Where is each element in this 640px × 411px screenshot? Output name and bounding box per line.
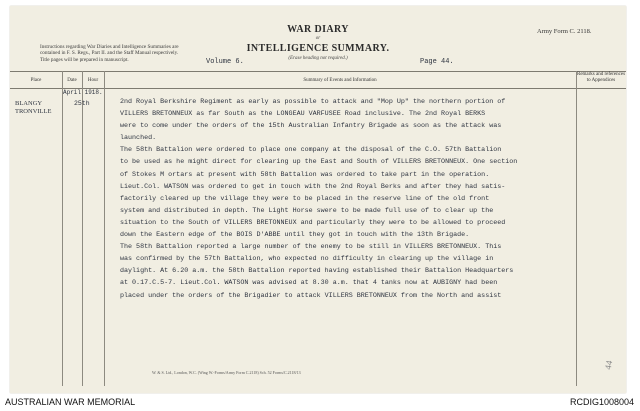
column-divider-place <box>62 71 63 386</box>
place-entry: BLANGY TRONVILLE <box>15 100 52 115</box>
army-form-ref: Army Form C. 2118. <box>537 28 592 35</box>
month-year: April 1918. <box>63 89 103 96</box>
summary-line: The 58th Battalion reported a large number of the enemy to be still in VILLERS BRETONNEUX. This <box>120 243 502 252</box>
summary-line: Lieut.Col. WATSON was ordered to get in touch with the 2nd Royal Berks and after they had satis- <box>120 182 506 191</box>
header-top-rule <box>10 71 626 72</box>
printer-imprint: W. & S. Ltd., London, W.C. (Wing W.-Forms/Army Form C.2118) Sch. 52 Forms/C.2118/13 <box>152 370 301 375</box>
summary-line: The 58th Battalion were ordered to place one company at the disposal of the C.O. 57th Battalion <box>120 146 502 155</box>
column-header-place: Place <box>30 78 42 83</box>
summary-line: daylight. At 6.20 a.m. the 58th Battalion reported having established their Battalion Headquarters <box>120 267 514 276</box>
volume-number: Volume 6. <box>206 58 244 66</box>
column-divider-hour <box>104 71 105 386</box>
diary-page <box>10 6 626 393</box>
footer-record-id: RCDIG1008004 <box>569 397 634 407</box>
summary-line: were to come under the orders of the 15th Australian Infantry Brigade as soon as the attack was <box>120 122 502 131</box>
title-intelligence-summary: INTELLIGENCE SUMMARY. <box>246 43 390 54</box>
summary-text <box>120 96 585 302</box>
summary-line: system and distributed in depth. The Light Horse swere to be made full use of to clear up the <box>120 206 494 215</box>
summary-line: 2nd Royal Berkshire Regiment as early as possible to attack and "Mop Up" the northern portion of <box>120 98 506 106</box>
column-divider-date <box>82 71 83 386</box>
column-header-summary: Summary of Events and Information <box>303 78 377 83</box>
title-or: or <box>315 36 321 41</box>
date-entry: 25th <box>74 100 90 107</box>
summary-line: at 0.17.C.5-7. Lieut.Col. WATSON was advised at 8.30 a.m. that 4 tanks now at AUBIGNY had been <box>120 279 498 288</box>
summary-line: to be used as he might direct for clearing up the East and South of VILLERS BRETONNEUX. One section <box>120 158 518 167</box>
title-war-diary: WAR DIARY <box>287 24 349 35</box>
summary-line: placed under the orders of the Brigadier to attack VILLERS BRETONNEUX from the North and assist <box>120 291 502 300</box>
summary-line: launched. <box>120 134 157 143</box>
summary-line: was confirmed by the 57th Battalion, who expected no difficulty in clearing up the village in <box>120 255 494 264</box>
column-header-date: Date <box>67 78 77 83</box>
footer-archive-name: AUSTRALIAN WAR MEMORIAL <box>5 397 136 407</box>
summary-line: situation to the South of VILLERS BRETONNEUX and particularly they were to be allowed to proceed <box>120 218 506 227</box>
instructions-note: Instructions regarding War Diaries and Intelligence Summaries are contained in F. S. Regs., Part II. and the Staff Manual respectively. Title pages will be prepared in manuscript. <box>40 44 179 63</box>
erase-note: (Erase heading not required.) <box>288 56 348 61</box>
summary-line: VILLERS BRETONNEUX as far South as the LONGEAU VARFUSEE Road inclusive. The 2nd Royal BERKS <box>120 110 486 119</box>
summary-line: factorily cleared up the village they were to be placed in the reserve line of the old front <box>120 194 490 203</box>
summary-line: down the Eastern edge of the BOIS D'ABBE until they got in touch with the 13th Brigade. <box>120 231 470 240</box>
pencil-page-mark: 44 <box>602 359 615 371</box>
column-header-hour: Hour <box>87 78 99 83</box>
page-number: Page 44. <box>420 58 454 66</box>
column-header-remarks: Remarks and references to Appendices <box>576 72 626 83</box>
summary-line: of Stokes M ortars at present with 58th Battalion was ordered to take part in the operation. <box>120 170 490 179</box>
